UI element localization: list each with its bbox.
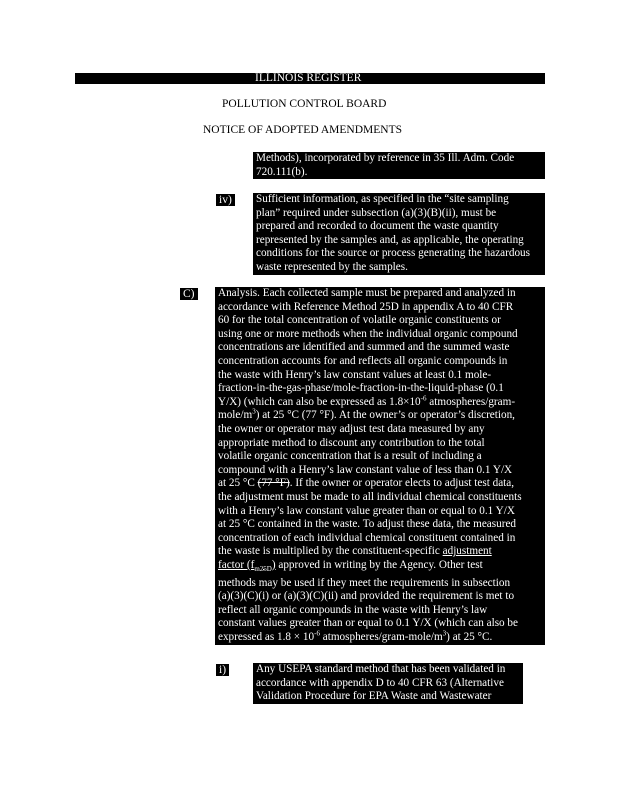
- iv-paragraph: Sufficient information, as specified in the “site sampling plan” required under subsection (a)(3)(B)(ii), must be prepared and recorded to document the waste quantity represented by the samples and, as applicable, the operating conditions for the source or process generating the hazardous waste represented by the samples.: [253, 193, 545, 275]
- notice-title: NOTICE OF ADOPTED AMENDMENTS: [203, 124, 403, 136]
- marker-iv: iv): [216, 193, 235, 207]
- register-title: ILLINOIS REGISTER: [255, 72, 362, 84]
- iii-continuation-paragraph: Methods), incorporated by reference in 35 Ill. Adm. Code 720.111(b).: [253, 152, 545, 179]
- board-title: POLLUTION CONTROL BOARD: [222, 98, 387, 110]
- c-analysis-paragraph: Analysis. Each collected sample must be prepared and analyzed in accordance with Reference Method 25D in appendix A to 40 CFR 60 for the total concentration of volatile organic constituents or using one or more methods when the individual organic compound concentrations are identified and summed and the summed waste concentration accounts for and reflects all organic compounds in the waste with Henry’s law constant values at least 0.1 mole- fraction-in-the-gas-phase/mole-fraction-in-the-liquid-phase (0.1 Y/X) (which can also be expressed as $1.8\times 10^{-6}$ atmospheres/gram- mole/$m^3$) at 25 °C (77 °F). At the owner’s or operator’s discretion, the owner or operator may adjust test data measured by any appropriate method to discount any contribution to the total volatile organic concentration that is a result of including a compound with a Henry’s law constant value of less than 0.1 Y/X at 25 °C (77 °F). If the owner or operator elects to adjust test data, the adjustment must be made to all individual chemical constituents with a Henry’s law constant value greater than or equal to 0.1 Y/X at 25 °C contained in the waste. To adjust these data, the measured concentration of each individual chemical constituent contained in the waste is multiplied by the constituent-specific adjustment factor $(f_{m25D})$ approved in writing by the Agency. Other test methods may be used if they meet the requirements in subsection (a)(3)(C)(i) or (a)(3)(C)(ii) and provided the requirement is met to reflect all organic compounds in the waste with Henry’s law constant values greater than or equal to 0.1 Y/X (which can also be expressed as $1.8 \times 10^{-6}$ atmospheres/$gram-mole/m^3$) at 25 °C.: [215, 287, 545, 645]
- marker-i: i): [216, 663, 229, 677]
- i-paragraph: Any USEPA standard method that has been validated in accordance with appendix D to 40 CFR 63 (Alternative Validation Procedure for EPA Waste and Wastewater: [253, 663, 523, 704]
- underlined-text: adjustment: [442, 545, 492, 558]
- struck-text: (77 °F): [257, 477, 290, 490]
- marker-c: C): [180, 287, 198, 301]
